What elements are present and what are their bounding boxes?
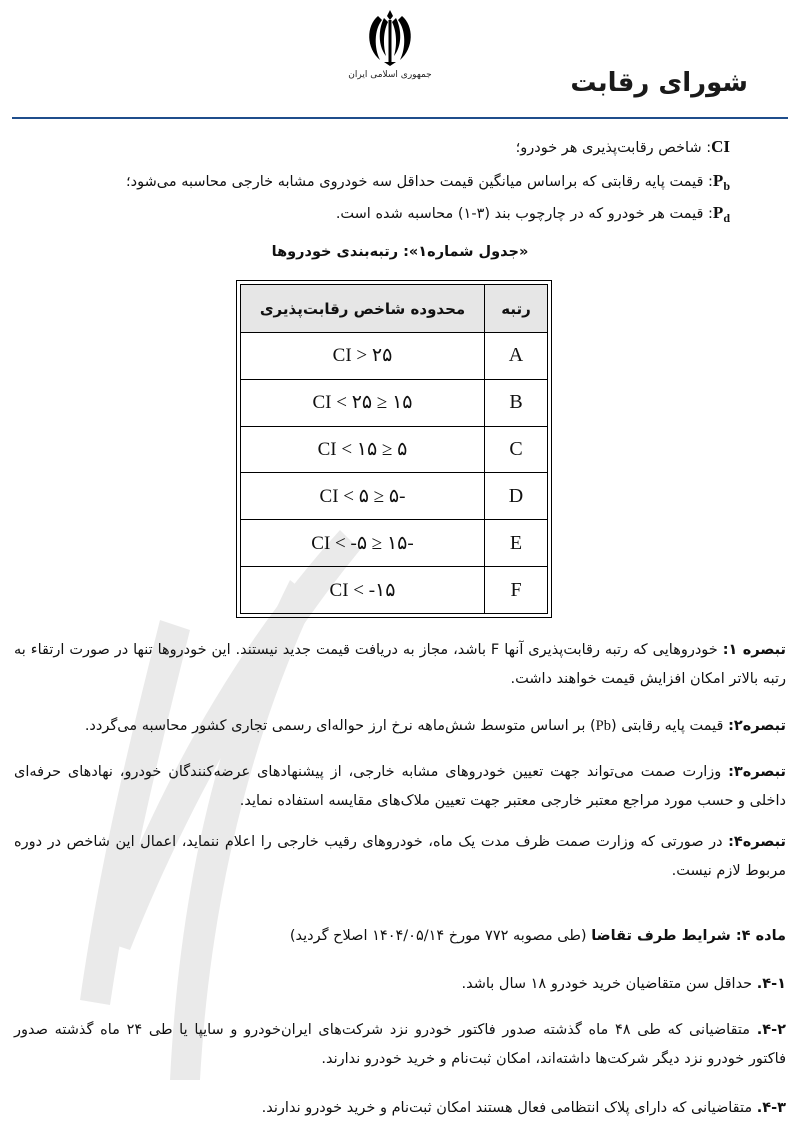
range-cell: ۱۵ ≤ CI < ۲۵ — [241, 379, 485, 426]
table-row — [241, 379, 548, 426]
item-4-2 — [14, 1016, 786, 1074]
iran-emblem-icon — [362, 6, 418, 68]
item-text: متقاضیانی که دارای پلاک انتظامی فعال هستند امکان ثبت‌نام و خرید خودرو ندارند. — [261, 1100, 757, 1116]
note-label: تبصره۳: — [728, 764, 786, 780]
organization-title: شورای رقابت — [570, 68, 748, 98]
definition-text: : شاخص رقابت‌پذیری هر خودرو؛ — [515, 140, 712, 156]
emblem — [345, 6, 435, 80]
table-row — [241, 333, 548, 380]
note-text: وزارت صمت می‌تواند جهت تعیین خودروهای مشابه خارجی، از پیشنهادهای عرضه‌کنندگان خودرو، نهادهای حرفه‌ای داخلی و حسب مورد مراجع معتبر خارجی معتبر جهت تعیین ملاک‌های مقایسه استفاده نماید. — [14, 764, 786, 809]
item-number: ۴-۲. — [756, 1022, 786, 1038]
definition-text: : قیمت پایه رقابتی که براساس میانگین قیمت حداقل سه خودروی مشابه خارجی محاسبه می‌شود؛ — [126, 174, 713, 190]
item-text: متقاضیانی که طی ۴۸ ماه گذشته صدور فاکتور خودرو نزد شرکت‌های ایران‌خودرو و سایپا یا طی ۲۴ ماه گذشته صدور فاکتور خودرو نزد دیگر شرکت‌ها داشته‌اند، امکان ثبت‌نام و خرید خودرو ندارند. — [14, 1022, 786, 1067]
range-cell: ۲۵ < CI — [241, 333, 485, 380]
note-text: خودروهایی که رتبه رقابت‌پذیری آنها F باشد، مجاز به دریافت قیمت جدید نیستند. این خودروها تنها در صورت ارتقاء به رتبه بالاتر امکان افزایش قیمت خواهند داشت. — [14, 642, 786, 687]
range-cell: ۵ ≤ CI < ۱۵ — [241, 426, 485, 473]
item-text: حداقل سن متقاضیان خرید خودرو ۱۸ سال باشد. — [461, 976, 757, 992]
item-4-1 — [14, 970, 786, 999]
grade-cell: A — [485, 333, 548, 380]
header-grade: رتبه — [485, 285, 548, 333]
symbol-pb: Pb — [595, 718, 611, 734]
note-label: تبصره۲: — [728, 718, 786, 734]
item-4-3 — [14, 1094, 786, 1123]
table-row — [241, 520, 548, 567]
header-divider — [12, 117, 788, 119]
item-number: ۴-۳. — [756, 1100, 786, 1116]
definition-text: : قیمت هر خودرو که در چارچوب بند (۳-۱) محاسبه شده است. — [335, 206, 713, 222]
note-text: در صورتی که وزارت صمت ظرف مدت یک ماه، خودروهای رقیب خارجی را اعلام ننماید، اعمال این شاخص در دوره مربوط لازم نیست. — [14, 834, 786, 879]
grade-cell: B — [485, 379, 548, 426]
table-row — [241, 473, 548, 520]
symbol-subscript: b — [723, 178, 730, 193]
ranking-table-frame — [236, 280, 552, 618]
grade-cell: E — [485, 520, 548, 567]
emblem-caption: جمهوری اسلامی ایران — [348, 70, 432, 80]
note-text: قیمت پایه رقابتی ( — [610, 718, 729, 734]
article-amendment: (طی مصوبه ۷۷۲ مورخ ۱۴۰۴/۰۵/۱۴ اصلاح گردید) — [289, 928, 592, 944]
grade-cell: F — [485, 567, 548, 614]
article-label: ماده ۴: شرایط طرف تقاضا — [591, 928, 786, 944]
table-caption: «جدول شماره۱»: رتبه‌بندی خودروها — [271, 244, 529, 260]
note-4 — [14, 828, 786, 886]
header-range: محدوده شاخص رقابت‌پذیری — [241, 285, 485, 333]
note-1 — [14, 636, 786, 694]
symbol-p: P — [712, 203, 724, 222]
item-number: ۴-۱. — [756, 976, 786, 992]
range-cell: CI < -۱۵ — [241, 567, 485, 614]
range-cell: -۱۵ ≤ CI < -۵ — [241, 520, 485, 567]
note-text: ) بر اساس متوسط شش‌ماهه نرخ ارز حواله‌ای رسمی تجاری کشور محاسبه می‌گردد. — [84, 718, 596, 734]
definition-ci — [516, 136, 730, 159]
note-3 — [14, 758, 786, 816]
range-cell: -۵ ≤ CI < ۵ — [241, 473, 485, 520]
symbol-p: P — [712, 171, 724, 190]
grade-cell: D — [485, 473, 548, 520]
table-header-row — [241, 285, 548, 333]
note-label: تبصره۴: — [728, 834, 786, 850]
table-row — [241, 426, 548, 473]
definition-pb — [126, 170, 730, 197]
grade-cell: C — [485, 426, 548, 473]
note-label: تبصره ۱: — [722, 642, 786, 658]
table-row — [241, 567, 548, 614]
note-2 — [14, 712, 786, 741]
article-4-heading — [14, 922, 786, 951]
ranking-table — [240, 284, 548, 614]
symbol-subscript: d — [723, 210, 730, 225]
definition-pd — [336, 202, 730, 229]
symbol-ci: CI — [711, 137, 730, 156]
